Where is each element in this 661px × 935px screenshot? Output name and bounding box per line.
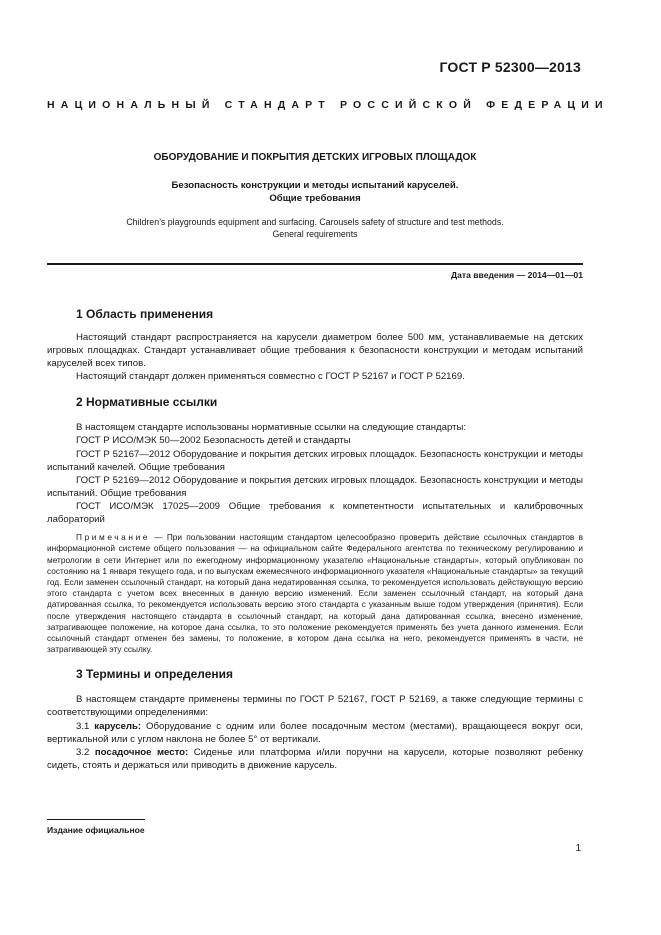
term-name: посадочное место: [94,746,189,758]
document-number: ГОСТ Р 52300—2013 [439,59,581,75]
english-title-line-2: General requirements [272,229,358,239]
document-body [47,306,583,772]
reference-item: ГОСТ Р 52169—2012 Оборудование и покрытия детских игровых площадок. Безопасность конструкции и методы испытаний. Общие требования [47,474,583,499]
section-1-paragraph-1: Настоящий стандарт распространяется на карусели диаметром более 500 мм, устанавливаемые на детских игровых площадках. Стандарт устанавливает общие требования к безопасности конструкции и методам испытаний каруселей всех типов. [47,332,583,370]
section-1-heading: 1 Область применения [76,307,214,321]
term-number: 3.1 [76,720,95,732]
footer-divider [47,819,145,820]
section-2-heading: 2 Нормативные ссылки [76,395,218,410]
note-label: Примечание [76,532,151,543]
standard-title: ОБОРУДОВАНИЕ И ПОКРЫТИЯ ДЕТСКИХ ИГРОВЫХ ПЛОЩАДОК [153,152,477,163]
standard-subtitle [47,179,583,205]
reference-item: ГОСТ ИСО/МЭК 17025—2009 Общие требования к компетентности испытательных и калибровочных лабораторий [47,500,583,526]
english-title-line-1: Children’s playgrounds equipment and surfacing. Carousels safety of structure and test methods. [126,217,504,227]
term-definition-carousel [47,720,583,746]
reference-item: ГОСТ Р 52167—2012 Оборудование и покрытия детских игровых площадок. Безопасность конструкции и методы испытаний качелей. Общие требования [47,448,583,473]
section-2-intro: В настоящем стандарте использованы нормативные ссылки на следующие стандарты: [76,422,467,434]
section-3-heading: 3 Термины и определения [76,667,234,682]
title-divider [47,263,583,265]
official-edition-label: Издание официальное [47,825,145,835]
page-number: 1 [575,843,581,854]
term-name: карусель: [94,720,142,732]
section-3-intro: В настоящем стандарте применены термины по ГОСТ Р 52167, ГОСТ Р 52169, а также следующие термины с соответствующими определениями: [47,694,583,719]
reference-item: ГОСТ Р ИСО/МЭК 50—2002 Безопасность детей и стандарты [76,435,351,447]
reference-note [47,532,583,655]
national-standard-title: НАЦИОНАЛЬНЫЙ СТАНДАРТ РОССИЙСКОЙ ФЕДЕРАЦИИ [47,99,609,111]
subtitle-line-1: Безопасность конструкции и методы испытаний каруселей. [171,180,459,191]
subtitle-line-2: Общие требования [269,193,361,204]
term-definition: Оборудование с одним или более посадочным местом (местами), вращающееся вокруг оси, вертикальной или с углом наклона не более 5° от вертикали. [47,720,583,745]
term-number: 3.2 [76,746,95,758]
introduction-date: Дата введения — 2014—01—01 [450,270,583,280]
term-definition: Сиденье или платформа и/или поручни на карусели, которые позволяют ребенку сидеть, стоять и держаться или приводить в движение карусель. [47,746,583,771]
note-text: — При пользовании настоящим стандартом целесообразно проверить действие ссылочных стандартов в информационной системе общего пользования — на официальном сайте Федерального агентства по техническому регулированию и метрологии в сети Интернет или по ежегодному информационному указателю «Национальные стандарты», который опубликован по состоянию на 1 января текущего года, и по выпускам ежемесячного информационного указателя «Национальные стандарты» за текущий год. Если заменен ссылочный стандарт, на который дана недатированная ссылка, то рекомендуется использовать действующую версию этого стандарта с учетом всех внесенных в данную версию изменений. Если заменен ссылочный стандарт, на который дана датированная ссылка, то рекомендуется использовать версию этого стандарта с указанным выше годом утверждения (принятия). Если после утверждения настоящего стандарта в ссылочный стандарт, на который дана датированная ссылка, внесено изменение, затрагивающее положение, на которое дана ссылка, то это положение рекомендуется применять без учета данного изменения. Если ссылочный стандарт отменен без замены, то положение, в котором дана ссылка на него, рекомендуется применять в части, не затрагивающей эту ссылку. [47,532,583,655]
section-1-paragraph-2: Настоящий стандарт должен применяться совместно с ГОСТ Р 52167 и ГОСТ Р 52169. [76,371,465,383]
english-title [47,216,583,240]
term-definition-seat [47,746,583,772]
